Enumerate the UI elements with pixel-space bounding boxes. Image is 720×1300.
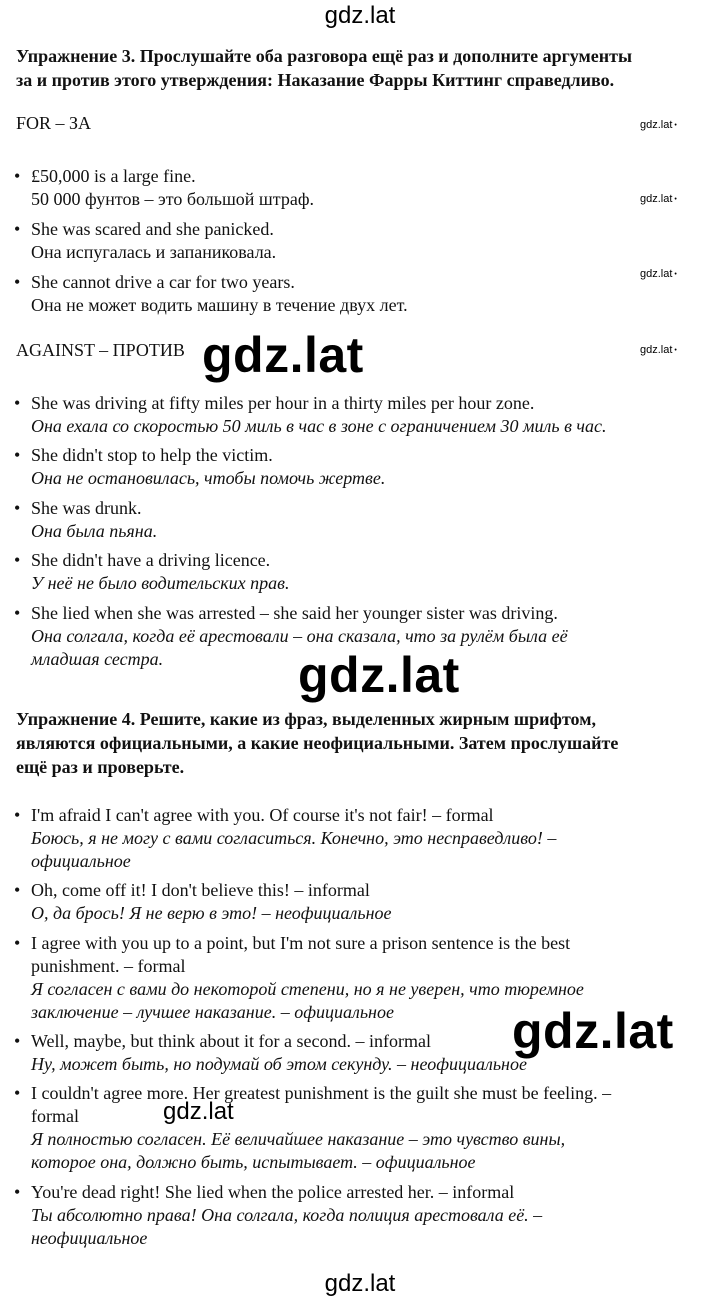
item-russian: Ты абсолютно права! Она солгала, когда полиция арестовала её. – [31, 1205, 543, 1225]
bullet: • [14, 550, 21, 570]
exercise-3-heading [16, 44, 706, 92]
bullet: • [14, 272, 21, 292]
item-english: She was drunk. [31, 498, 142, 518]
item-russian: заключение – лучшее наказание. – официальное [31, 1002, 394, 1022]
for-title: FOR – ЗА [16, 113, 92, 133]
bullet: • [14, 603, 21, 623]
watermark-small-1: gdz.lat • [640, 119, 677, 131]
item-russian: Она была пьяна. [31, 521, 158, 541]
exercise-3-heading-line-1: Упражнение 3. Прослушайте оба разговора ещё раз и дополните аргументы [16, 46, 633, 66]
watermark-big-1: gdz.lat [202, 327, 364, 383]
item-english: She didn't have a driving licence. [31, 550, 271, 570]
bullet: • [14, 1031, 21, 1051]
item-russian: Она солгала, когда её арестовали – она сказала, что за рулём была её [31, 626, 568, 646]
exercise-4-heading-line-3: ещё раз и проверьте. [16, 757, 185, 777]
item-russian: Она не может водить машину в течение двух лет. [31, 295, 408, 315]
watermark-big-3: gdz.lat [512, 1003, 674, 1059]
watermark-small-3: gdz.lat • [640, 268, 677, 280]
list-item [14, 804, 699, 873]
item-russian: младшая сестра. [31, 649, 164, 669]
item-russian: Ну, может быть, но подумай об этом секунду. – неофициальное [31, 1054, 527, 1074]
bullet: • [14, 1083, 21, 1103]
bullet: • [14, 805, 21, 825]
exercise-4-heading-line-2: являются официальными, а какие неофициальными. Затем прослушайте [16, 733, 619, 753]
list-item [14, 392, 699, 438]
bullet: • [14, 445, 21, 465]
item-russian: Я согласен с вами до некоторой степени, но я не уверен, что тюремное [31, 979, 584, 999]
item-russian: официальное [31, 851, 131, 871]
list-item [14, 271, 699, 317]
item-english: £50,000 is a large fine. [31, 166, 196, 186]
list-item [14, 444, 699, 490]
item-russian: Она ехала со скоростью 50 миль в час в зоне с ограничением 30 миль в час. [31, 416, 607, 436]
item-english: punishment. – formal [31, 956, 186, 976]
watermark-medium: gdz.lat [163, 1098, 234, 1125]
watermark-small-4: gdz.lat • [640, 344, 677, 356]
item-russian: О, да брось! Я не верю в это! – неофициальное [31, 903, 392, 923]
item-english: She didn't stop to help the victim. [31, 445, 273, 465]
exercise-4-heading-line-1: Упражнение 4. Решите, какие из фраз, выделенных жирным шрифтом, [16, 709, 596, 729]
item-english: She was driving at fifty miles per hour in a thirty miles per hour zone. [31, 393, 535, 413]
item-english: She lied when she was arrested – she said her younger sister was driving. [31, 603, 558, 623]
item-russian: которое она, должно быть, испытывает. – официальное [31, 1152, 476, 1172]
watermark-top: gdz.lat [324, 2, 396, 29]
item-english: I agree with you up to a point, but I'm not sure a prison sentence is the best [31, 933, 571, 953]
item-russian: Она испугалась и запаниковала. [31, 242, 277, 262]
list-item [14, 165, 699, 211]
item-english: I couldn't agree more. Her greatest punishment is the guilt she must be feeling. – [31, 1083, 612, 1103]
bullet: • [14, 1182, 21, 1202]
item-english: She was scared and she panicked. [31, 219, 274, 239]
item-russian: 50 000 фунтов – это большой штраф. [31, 189, 315, 209]
item-russian: Она не остановилась, чтобы помочь жертве. [31, 468, 386, 488]
bullet: • [14, 219, 21, 239]
watermark-small-2: gdz.lat • [640, 193, 677, 205]
list-item [14, 218, 699, 264]
watermark-big-2: gdz.lat [298, 647, 460, 703]
against-title: AGAINST – ПРОТИВ [16, 340, 185, 360]
item-english: She cannot drive a car for two years. [31, 272, 295, 292]
item-russian: неофициальное [31, 1228, 148, 1248]
bullet: • [14, 880, 21, 900]
item-english: Oh, come off it! I don't believe this! – informal [31, 880, 370, 900]
exercise-3-heading-line-2: за и против этого утверждения: Наказание Фарры Киттинг справедливо. [16, 70, 615, 90]
item-english: I'm afraid I can't agree with you. Of course it's not fair! – formal [31, 805, 494, 825]
item-russian: Боюсь, я не могу с вами согласиться. Конечно, это несправедливо! – [31, 828, 557, 848]
bullet: • [14, 166, 21, 186]
item-english: formal [31, 1106, 79, 1126]
bullet: • [14, 933, 21, 953]
item-english: You're dead right! She lied when the police arrested her. – informal [31, 1182, 515, 1202]
item-russian: Я полностью согласен. Её величайшее наказание – это чувство вины, [31, 1129, 566, 1149]
item-russian: У неё не было водительских прав. [31, 573, 290, 593]
watermark-bottom: gdz.lat [324, 1270, 396, 1297]
exercise-4-heading [16, 707, 706, 779]
list-item [14, 497, 699, 543]
list-item [14, 549, 699, 595]
bullet: • [14, 498, 21, 518]
list-item [14, 1181, 699, 1250]
item-english: Well, maybe, but think about it for a second. – informal [31, 1031, 431, 1051]
bullet: • [14, 393, 21, 413]
list-item [14, 879, 699, 925]
list-item [14, 1082, 699, 1174]
